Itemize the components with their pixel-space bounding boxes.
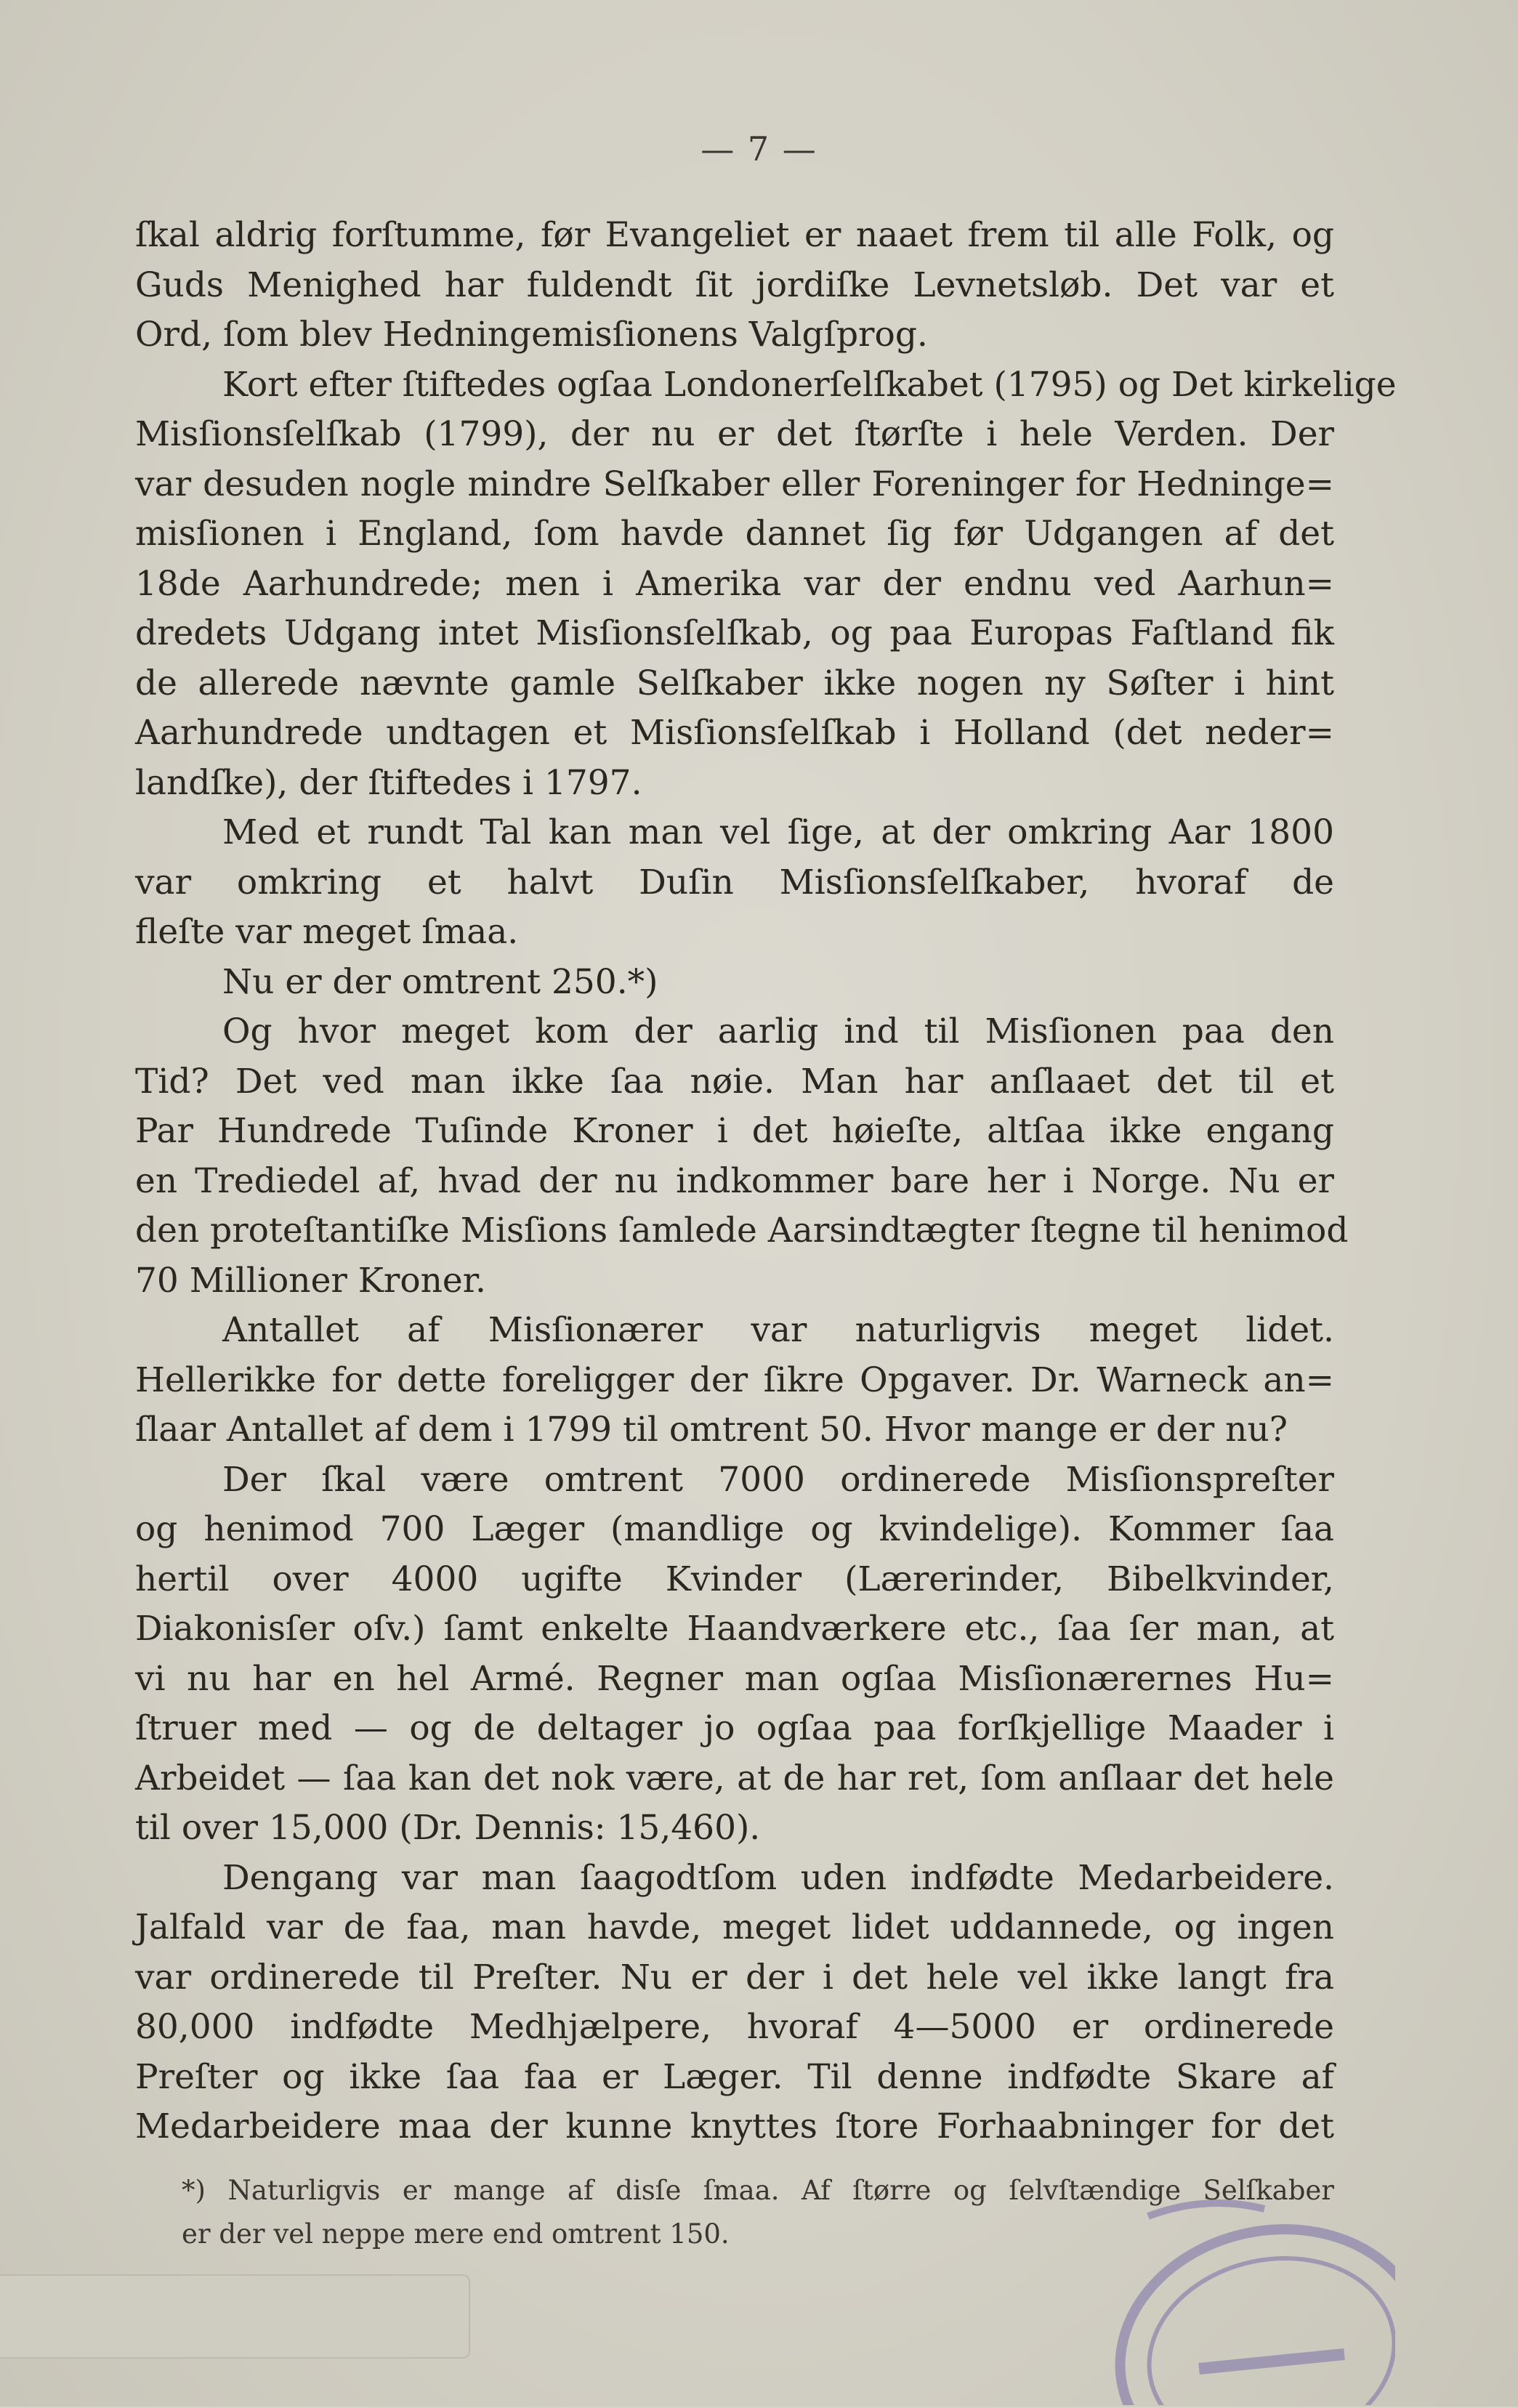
text-line: var ordinerede til Preſter. Nu er der i det hele vel ikke langt fra — [135, 1957, 1334, 1997]
text-line: en Trediedel af, hvad der nu indkommer bare her i Norge. Nu er — [135, 1160, 1334, 1201]
shelf-label — [0, 2274, 470, 2359]
text-line: Par Hundrede Tuſinde Kroner i det høieſte, altſaa ikke engang — [135, 1111, 1334, 1151]
text-line: Guds Menighed har fuldendt ſit jordiſke Levnetsløb. Det var et — [135, 264, 1334, 305]
text-line: ſkal aldrig forſtumme, før Evangeliet er naaet frem til alle Folk, og — [135, 215, 1334, 255]
text-line: Dengang var man ſaagodtſom uden indfødte Medarbeidere. — [222, 1857, 1334, 1898]
text-line: ſtruer med — og de deltager jo ogſaa paa forſkjellige Maader i — [135, 1708, 1334, 1748]
text-line: var omkring et halvt Duſin Misſionsſelſkaber, hvoraf de — [135, 862, 1334, 902]
footnote-line: er der vel neppe mere end omtrent 150. — [182, 2218, 730, 2250]
text-line: vi nu har en hel Armé. Regner man ogſaa Misſionærernes Hu= — [135, 1658, 1334, 1699]
text-line: Kort efter ſtiftedes ogſaa Londonerſelſkabet (1795) og Det kirkelige — [222, 364, 1397, 405]
text-line: Med et rundt Tal kan man vel ſige, at der omkring Aar 1800 — [222, 812, 1334, 852]
text-line: fleſte var meget ſmaa. — [135, 912, 519, 952]
text-line: Tid? Det ved man ikke ſaa nøie. Man har anſlaaet det til et — [135, 1061, 1334, 1102]
text-line: Misſionsſelſkab (1799), der nu er det ſtørſte i hele Verden. Der — [135, 414, 1334, 454]
text-line: Jalfald var de faa, man havde, meget lidet uddannede, og ingen — [135, 1907, 1334, 1947]
text-line: Ord, ſom blev Hedningemisſionens Valgſprog. — [135, 315, 928, 355]
text-line: landſke), der ſtiftedes i 1797. — [135, 762, 642, 803]
text-line: Medarbeidere maa der kunne knyttes ſtore Forhaabninger for det — [135, 2106, 1334, 2146]
text-line: og henimod 700 Læger (mandlige og kvindelige). Kommer ſaa — [135, 1509, 1334, 1549]
text-line: dredets Udgang intet Misſionsſelſkab, og paa Europas Faſtland fik — [135, 613, 1334, 653]
text-line: Der ſkal være omtrent 7000 ordinerede Misſionspreſter — [222, 1459, 1334, 1500]
text-line: 80,000 indfødte Medhjælpere, hvoraf 4—5000 er ordinerede — [135, 2007, 1334, 2047]
text-line: til over 15,000 (Dr. Dennis: 15,460). — [135, 1808, 761, 1848]
text-line: Arbeidet — ſaa kan det nok være, at de har ret, ſom anſlaar det hele — [135, 1758, 1334, 1798]
text-line: Antallet af Misſionærer var naturligvis meget lidet. — [222, 1310, 1334, 1350]
library-stamp — [1105, 2187, 1395, 2405]
text-line: Preſter og ikke ſaa faa er Læger. Til denne indfødte Skare af — [135, 2056, 1334, 2097]
text-line: var desuden nogle mindre Selſkaber eller Foreninger for Hedninge= — [135, 464, 1334, 504]
text-line: Og hvor meget kom der aarlig ind til Misſionen paa den — [222, 1011, 1334, 1051]
text-line: misſionen i England, ſom havde dannet ſig før Udgangen af det — [135, 514, 1334, 554]
text-line: 18de Aarhundrede; men i Amerika var der endnu ved Aarhun= — [135, 563, 1334, 604]
text-line: 70 Millioner Kroner. — [135, 1260, 486, 1301]
text-line: Diakonisſer oſv.) ſamt enkelte Haandværkere etc., ſaa ſer man, at — [135, 1609, 1334, 1649]
text-line: den proteſtantiſke Misſions ſamlede Aarsindtægter ſtegne til henimod — [135, 1211, 1349, 1251]
body-text — [135, 211, 1397, 2152]
text-line: ſlaar Antallet af dem i 1799 til omtrent 50. Hvor mange er der nu? — [135, 1410, 1288, 1450]
text-line: Nu er der omtrent 250.*) — [222, 961, 658, 1002]
text-line: Hellerikke for dette foreligger der ſikre Opgaver. Dr. Warneck an= — [135, 1359, 1334, 1400]
text-line: Aarhundrede undtagen et Misſionsſelſkab i Holland (det neder= — [135, 713, 1334, 753]
text-line: de allerede nævnte gamle Selſkaber ikke nogen ny Søſter i hint — [135, 663, 1334, 703]
text-line: hertil over 4000 ugifte Kvinder (Lærerinder, Bibelkvinder, — [135, 1559, 1334, 1599]
footnote-line: *) Naturligvis er mange af disſe ſmaa. Af ſtørre og ſelvſtændige Selſkaber — [182, 2175, 1334, 2206]
page-number: — 7 — — [701, 129, 817, 169]
library-stamp-icon — [1105, 2187, 1395, 2405]
